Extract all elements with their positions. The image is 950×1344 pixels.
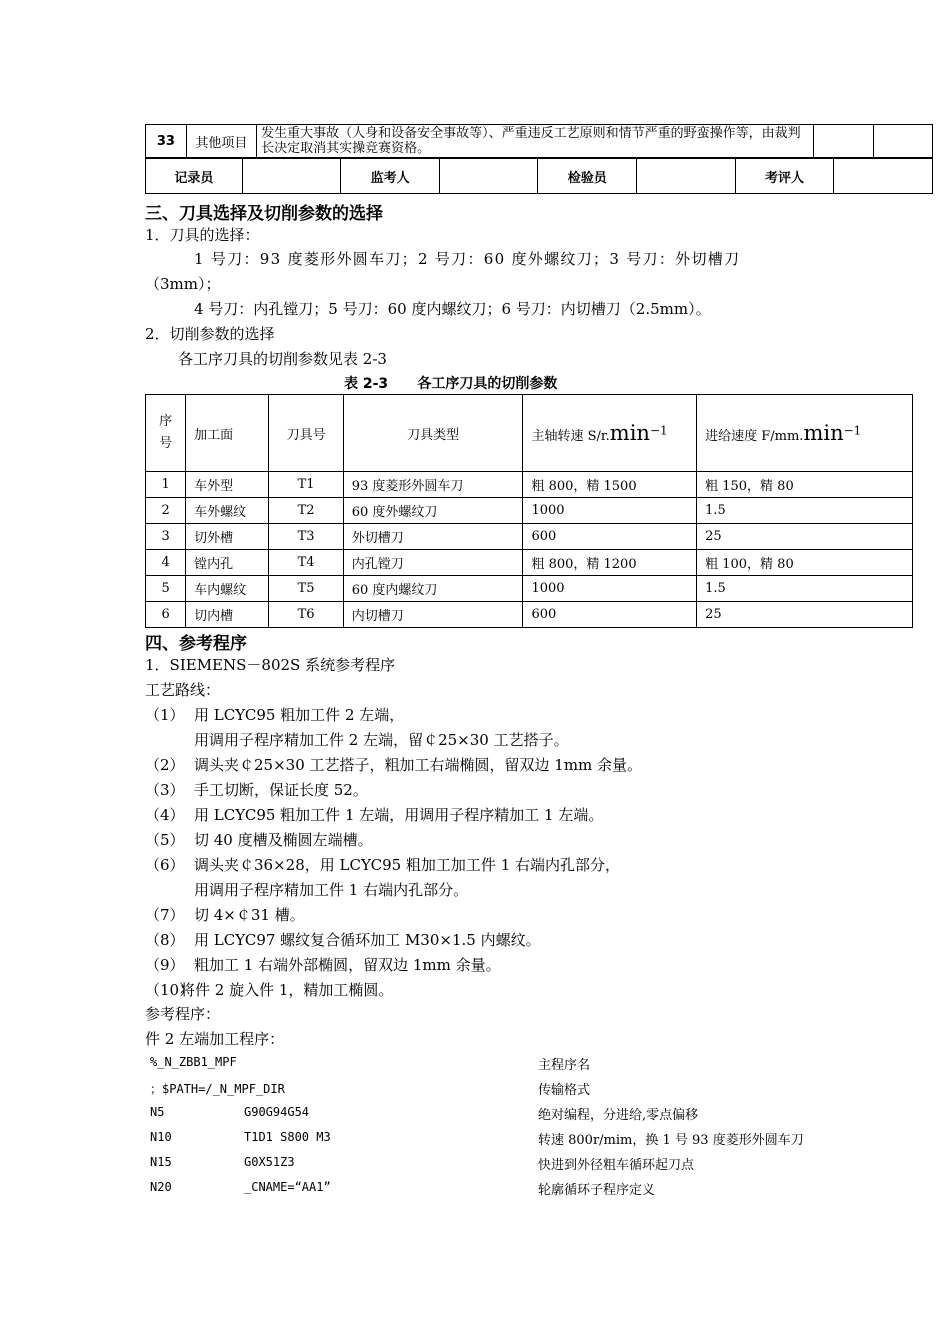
- cell-tool-no: T4: [269, 550, 343, 576]
- step-number: （9）: [145, 956, 185, 974]
- code-instruction: G90G94G54: [244, 1105, 310, 1119]
- route-title: 工艺路线：: [145, 681, 221, 699]
- cutting-params-text: 各工序刀具的切削参数见表 2-3: [178, 350, 387, 368]
- cell-feed: 25: [697, 602, 913, 628]
- step-number: （7）: [145, 906, 185, 924]
- code-comment: 转速 800r/mim，换 1 号 93 度菱形外圆车刀: [538, 1133, 804, 1148]
- ref-program-title: 参考程序：: [145, 1005, 221, 1023]
- speed-exp: −1: [649, 423, 668, 438]
- header-surface: 加工面: [186, 395, 269, 472]
- feed-label: 进给速度 F/mm.: [705, 429, 804, 444]
- tool-selection-title: 1．刀具的选择：: [145, 226, 260, 244]
- feed-unit: min: [803, 421, 844, 445]
- cell-tool-no: T6: [269, 602, 343, 628]
- proctor-field: [439, 159, 538, 194]
- step-text: 调头夹￠36×28，用 LCYC95 粗加工加工件 1 右端内孔部分，: [194, 856, 621, 874]
- step-text: 切 40 度槽及椭圆左端槽。: [194, 831, 373, 849]
- recorder-label: 记录员: [146, 159, 243, 194]
- code-comment: 主程序名: [538, 1058, 591, 1073]
- step-number: （2）: [145, 756, 185, 774]
- code-instruction: T1D1 S800 M3: [244, 1130, 331, 1144]
- code-line-number: N15: [150, 1155, 172, 1169]
- step-number: （4）: [145, 806, 185, 824]
- siemens-title: 1．SIEMENS－802S 系统参考程序: [145, 656, 396, 674]
- inspector-label: 检验员: [538, 159, 637, 194]
- table-row: [146, 498, 913, 524]
- step-text: 将件 2 旋入件 1，精加工椭圆。: [180, 981, 394, 999]
- scoring-table: [145, 124, 933, 158]
- part2-program-title: 件 2 左端加工程序：: [145, 1030, 285, 1048]
- cutting-params-title: 2．切削参数的选择: [145, 325, 275, 343]
- inspector-field: [637, 159, 736, 194]
- blank-cell: [814, 125, 873, 158]
- cell-tool-type: 内孔镗刀: [343, 550, 523, 576]
- examiner-field: [834, 159, 933, 194]
- cutting-params-table: [145, 394, 913, 628]
- step-text: 粗加工 1 右端外部椭圆，留双边 1mm 余量。: [194, 956, 501, 974]
- step-text: 用 LCYC95 粗加工件 1 左端，用调用子程序精加工 1 左端。: [194, 806, 604, 824]
- cell-seq: 1: [146, 472, 186, 498]
- step-number: （1）: [145, 706, 185, 724]
- table-caption: 表 2-3 各工序刀具的切削参数: [344, 376, 558, 392]
- tool-line-3: 4 号刀：内孔镗刀；5 号刀：60 度内螺纹刀；6 号刀：内切槽刀（2.5mm）。: [194, 300, 711, 318]
- code-comment: 轮廓循环子程序定义: [538, 1183, 656, 1198]
- header-speed: [523, 395, 697, 472]
- cell-surface: 镗内孔: [186, 550, 269, 576]
- cell-tool-no: T2: [269, 498, 343, 524]
- step-text: 用调用子程序精加工件 2 左端，留￠25×30 工艺搭子。: [194, 731, 569, 749]
- step-text: 调头夹￠25×30 工艺搭子，粗加工右端椭圆，留双边 1mm 余量。: [194, 756, 643, 774]
- cell-feed: 粗 150，精 80: [697, 472, 913, 498]
- code-comment: 快进到外径粗车循环起刀点: [538, 1158, 695, 1173]
- cell-seq: 4: [146, 550, 186, 576]
- cell-feed: 25: [697, 524, 913, 550]
- code-instruction: _CNAME=“AA1”: [244, 1180, 331, 1194]
- step-number: （6）: [145, 856, 185, 874]
- examiner-label: 考评人: [735, 159, 834, 194]
- cell-seq: 5: [146, 576, 186, 602]
- cell-feed: 粗 100，精 80: [697, 550, 913, 576]
- cell-speed: 1000: [523, 576, 697, 602]
- code-comment: 传输格式: [538, 1083, 591, 1098]
- feed-exp: −1: [843, 423, 862, 438]
- step-text: 用调用子程序精加工件 1 右端内孔部分。: [194, 881, 469, 899]
- cell-seq: 6: [146, 602, 186, 628]
- section4-title: 四、参考程序: [145, 634, 247, 654]
- cell-surface: 切外槽: [186, 524, 269, 550]
- cell-tool-type: 60 度外螺纹刀: [343, 498, 523, 524]
- cell-tool-type: 93 度菱形外圆车刀: [343, 472, 523, 498]
- table-row: [146, 472, 913, 498]
- table-row: [146, 602, 913, 628]
- cell-speed: 600: [523, 524, 697, 550]
- code-line-number: %_N_ZBB1_MPF: [150, 1055, 237, 1069]
- code-line-number: N10: [150, 1130, 172, 1144]
- cell-tool-type: 60 度内螺纹刀: [343, 576, 523, 602]
- cell-surface: 切内槽: [186, 602, 269, 628]
- speed-unit: min: [609, 421, 650, 445]
- table-row: [146, 550, 913, 576]
- row-number: 33: [146, 125, 187, 158]
- header-feed: [697, 395, 913, 472]
- cell-surface: 车外型: [186, 472, 269, 498]
- step-text: 手工切断，保证长度 52。: [194, 781, 368, 799]
- section3-title: 三、刀具选择及切削参数的选择: [145, 204, 383, 224]
- code-line-number: N20: [150, 1180, 172, 1194]
- cell-seq: 3: [146, 524, 186, 550]
- row-description: 发生重大事故（人身和设备安全事故等）、严重违反工艺原则和情节严重的野蛮操作等，由裁判长决定取消其实操竞赛资格。: [257, 125, 814, 158]
- code-line-number: N5: [150, 1105, 165, 1119]
- recorder-field: [242, 159, 341, 194]
- cell-speed: 粗 800，精 1500: [523, 472, 697, 498]
- table-row: [146, 524, 913, 550]
- cell-speed: 600: [523, 602, 697, 628]
- code-comment: 绝对编程，分进给,零点偏移: [538, 1108, 699, 1123]
- header-tool-type: 刀具类型: [343, 395, 523, 472]
- step-text: 用 LCYC97 螺纹复合循环加工 M30×1.5 内螺纹。: [194, 931, 541, 949]
- signature-table: [145, 158, 933, 194]
- cell-speed: 1000: [523, 498, 697, 524]
- cell-tool-type: 外切槽刀: [343, 524, 523, 550]
- step-text: 用 LCYC95 粗加工件 2 左端，: [194, 706, 405, 724]
- header-seq: [146, 395, 186, 472]
- proctor-label: 监考人: [341, 159, 440, 194]
- cell-tool-no: T3: [269, 524, 343, 550]
- cell-tool-no: T5: [269, 576, 343, 602]
- cell-feed: 1.5: [697, 498, 913, 524]
- header-tool-no: 刀具号: [269, 395, 343, 472]
- cell-tool-type: 内切槽刀: [343, 602, 523, 628]
- row-item: 其他项目: [186, 125, 256, 158]
- cell-surface: 车外螺纹: [186, 498, 269, 524]
- step-number: （5）: [145, 831, 185, 849]
- step-number: （10）: [145, 981, 195, 999]
- table-row: [146, 576, 913, 602]
- speed-label: 主轴转速 S/r.: [531, 429, 610, 444]
- step-number: （3）: [145, 781, 185, 799]
- cell-seq: 2: [146, 498, 186, 524]
- step-text: 切 4×￠31 槽。: [194, 906, 305, 924]
- tool-line-2: （3mm）；: [145, 275, 221, 293]
- cell-tool-no: T1: [269, 472, 343, 498]
- cell-speed: 粗 800，精 1200: [523, 550, 697, 576]
- code-line-number: ；$PATH=/_N_MPF_DIR: [150, 1082, 285, 1096]
- tool-line-1: 1 号刀：93 度菱形外圆车刀；2 号刀：60 度外螺纹刀；3 号刀：外切槽刀: [194, 250, 741, 268]
- blank-cell: [873, 125, 932, 158]
- step-number: （8）: [145, 931, 185, 949]
- cell-feed: 1.5: [697, 576, 913, 602]
- header-seq-text: 序号: [159, 414, 173, 451]
- cell-surface: 车内螺纹: [186, 576, 269, 602]
- code-instruction: G0X51Z3: [244, 1155, 295, 1169]
